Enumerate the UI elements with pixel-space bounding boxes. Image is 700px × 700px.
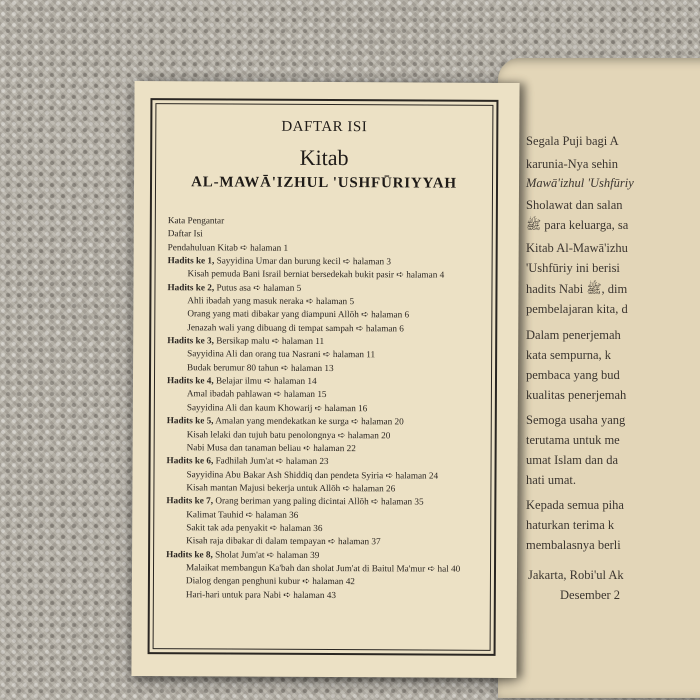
toc-entry-text: Budak berumur 80 tahun ➪ halaman 13 [187, 362, 334, 373]
right-page-text-line: Semoga usaha yang [526, 413, 626, 427]
right-page-text-line: ﷺ para keluarga, sa [526, 218, 629, 232]
toc-entry-text: Dialog dengan penghuni kubur ➪ halaman 42 [185, 575, 355, 587]
toc-entry [167, 308, 489, 323]
toc-entry-hadits-label: Hadits ke 7, [166, 495, 214, 506]
toc-entry-text: Sholat Jum'at ➪ halaman 39 [212, 549, 320, 560]
book-title: AL-MAWĀ'IZHUL 'USHFŪRIYYAH [191, 174, 457, 192]
right-page-text-line: Mawā'izhul 'Ushfūriy [526, 176, 634, 190]
right-page-text-line: 'Ushfūriy ini berisi [526, 261, 620, 275]
toc-entry-text: Sayyidina Ali dan kaum Khowarij ➪ halaman 16 [186, 402, 368, 414]
toc-entry-text: Amal ibadah pahlawan ➪ halaman 15 [186, 388, 327, 400]
toc-entry [168, 214, 490, 229]
page-border-frame [148, 98, 499, 656]
right-page-text-line: karunia-Nya sehin [526, 157, 618, 171]
right-page-text-line: terutama untuk me [526, 433, 620, 447]
toc-entry-text: Daftar Isi [167, 228, 203, 239]
right-page-text-line: Segala Puji bagi A [526, 134, 619, 148]
right-page-text-line: umat Islam dan da [526, 453, 618, 467]
toc-heading: DAFTAR ISI [281, 118, 368, 136]
right-page-text-line: Dalam penerjemah [526, 328, 621, 342]
toc-entry [166, 494, 488, 509]
right-page-text-line: Sholawat dan salan [526, 198, 623, 212]
toc-entry [167, 454, 489, 469]
toc-entry [166, 574, 488, 589]
toc-entry [166, 534, 488, 549]
toc-entry-text: Belajar ilmu ➪ halaman 14 [213, 375, 317, 387]
toc-entry-hadits-label: Hadits ke 2, [167, 281, 215, 293]
right-page-text-line: haturkan terima k [526, 518, 615, 532]
toc-entry-text: Ahli ibadah yang masuk neraka ➪ halaman 5 [187, 295, 355, 307]
toc-entry-hadits-label: Hadits ke 4, [166, 375, 214, 386]
right-page-text-line: Jakarta, Robi'ul Ak [528, 568, 624, 582]
toc-entry [167, 348, 489, 363]
right-page-text-line: membalasnya berli [526, 538, 621, 552]
toc-entry-hadits-label: Hadits ke 8, [166, 548, 213, 560]
toc-entry-text: Kalimat Tauhid ➪ halaman 36 [186, 508, 299, 520]
toc-entry-text: Orang beriman yang paling dicintai Allōh ➪ halaman 35 [213, 495, 424, 507]
toc-entry [166, 588, 488, 603]
kitab-label: Kitab [299, 144, 349, 171]
toc-entry-text: Orang yang mati dibakar yang diampuni Allōh ➪ halaman 6 [187, 308, 410, 320]
left-book-page [131, 81, 519, 678]
toc-entry [167, 414, 489, 429]
right-page-text-line: Kitab Al-Mawā'izhu [526, 241, 628, 255]
right-book-page [498, 58, 700, 698]
toc-entry-hadits-label: Hadits ke 3, [167, 335, 214, 346]
right-page-text-line: kualitas penerjemah [526, 388, 627, 402]
toc-entry-text: Hari-hari untuk para Nabi ➪ halaman 43 [185, 588, 336, 600]
toc-entry-text: Kisah raja dibakar di dalam tempayan ➪ halaman 37 [186, 535, 381, 547]
toc-entry-text: Amalan yang mendekatkan ke surga ➪ halaman 20 [213, 415, 404, 427]
toc-entry [167, 388, 489, 403]
toc-entry-text: Kata Pengantar [167, 215, 225, 226]
toc-entry-text: Sayyidina Abu Bakar Ash Shiddiq dan pendeta Syiria ➪ halaman 24 [186, 468, 439, 481]
right-page-text-line: hati umat. [526, 473, 576, 487]
toc-entry-text: Jenazah wali yang dibuang di tempat sampah ➪ halaman 6 [187, 322, 404, 334]
toc-entry-text: Nabi Musa dan tanaman beliau ➪ halaman 22 [186, 442, 356, 454]
toc-list [166, 214, 490, 603]
toc-entry-text: Kisah pemuda Bani Israil berniat bersedekah bukit pasir ➪ halaman 4 [187, 268, 445, 280]
toc-entry-hadits-label: Hadits ke 6, [166, 455, 214, 466]
toc-entry-text: Kisah lelaki dan tujuh batu penolongnya ➪ halaman 20 [186, 428, 391, 440]
right-page-text-line: pembelajaran kita, d [526, 302, 628, 316]
toc-entry [168, 268, 490, 283]
right-page-text-line: pembaca yang bud [526, 368, 620, 382]
toc-entry-hadits-label: Hadits ke 1, [167, 255, 215, 266]
toc-entry-text: Sayyidina Ali dan orang tua Nasrani ➪ halaman 11 [187, 348, 376, 360]
toc-entry-text: Malaikat membangun Ka'bah dan sholat Jum'at di Baitul Ma'mur ➪ hal 40 [185, 562, 461, 574]
toc-entry-text: Bersikap malu ➪ halaman 11 [213, 335, 325, 347]
toc-entry-text: Sayyidina Umar dan burung kecil ➪ halaman 3 [214, 255, 391, 267]
toc-entry-text: Fadhilah Jum'at ➪ halaman 23 [213, 455, 329, 467]
toc-entry-text: Kisah mantan Majusi bekerja untuk Allōh ➪ halaman 26 [186, 482, 396, 494]
right-page-text-line: kata sempurna, k [526, 348, 612, 362]
right-page-text-line: Kepada semua piha [526, 498, 624, 512]
right-page-text-line: Desember 2 [560, 588, 621, 602]
toc-entry-text: Sakit tak ada penyakit ➪ halaman 36 [186, 522, 323, 533]
right-page-text-line: hadits Nabi ﷺ, dim [526, 282, 628, 296]
toc-entry-hadits-label: Hadits ke 5, [166, 415, 214, 426]
toc-entry-text: Pendahuluan Kitab ➪ halaman 1 [167, 241, 289, 253]
toc-entry-text: Putus asa ➪ halaman 5 [214, 282, 302, 293]
